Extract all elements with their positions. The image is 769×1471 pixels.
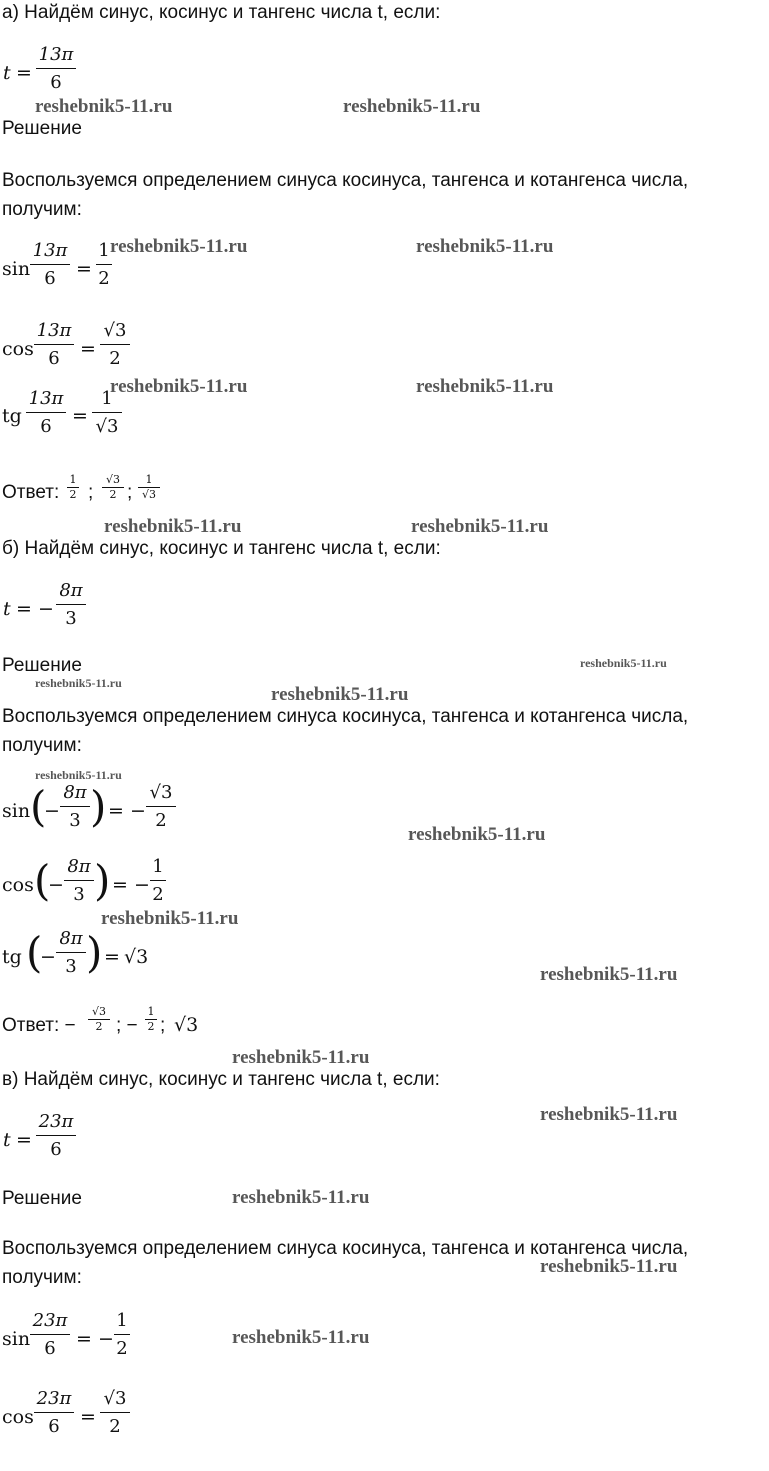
cos-arg-b [64,856,94,906]
intro-line2-a: получим: [2,199,82,220]
tg-arg-a [26,388,66,438]
tg-arg-num-a: 13π [28,388,64,409]
sin-value-den-b: 2 [155,810,167,831]
tg-value-num-a: 1 [101,388,113,409]
sin-arg-a [30,240,70,290]
answer-2-b [145,1006,157,1033]
sin-arg-v [30,1310,70,1360]
cos-value-num-v: √3 [103,1388,127,1409]
eq-a: = [16,62,32,84]
answer-2-num-b: 1 [147,1005,155,1018]
cos-minus-b: − [48,874,64,896]
tg-arg-num-b: 8π [59,928,83,949]
answer-3-b: √3 [174,1014,199,1036]
t-fraction-b [56,580,86,630]
solution-heading-a: Решение [2,118,82,139]
intro-line1-v: Воспользуемся определением синуса косинуса, тангенса и котангенса числа, [2,1238,689,1259]
cos-value-den-b: 2 [152,884,164,905]
cos-eq-b: = − [112,874,150,896]
sin-value-b [146,782,176,832]
watermark: reshebnik5-11.ru [540,1104,678,1125]
watermark: reshebnik5-11.ru [35,768,122,782]
cos-value-num-a: √3 [103,320,127,341]
cos-value-den-v: 2 [109,1416,121,1437]
cos-arg-v [34,1388,74,1438]
answer-1-num-b: √3 [91,1005,106,1018]
sin-arg-num-v: 23π [32,1310,68,1331]
cos-arg-den-a: 6 [48,348,60,369]
answer-3-den-a: √3 [141,488,156,501]
cos-value-v [100,1388,130,1438]
watermark: reshebnik5-11.ru [232,1187,370,1208]
solution-heading-b: Решение [2,655,82,676]
sin-value-num-v: 1 [116,1310,128,1331]
answer-1-b [88,1006,110,1033]
answer-3-num-a: 1 [145,473,153,486]
answer-2-den-b: 2 [147,1020,155,1033]
t-fraction-a [36,44,76,94]
t-den-b: 3 [65,608,77,629]
cos-value-num-b: 1 [152,856,164,877]
watermark: reshebnik5-11.ru [232,1047,370,1068]
tg-value-den-a: √3 [95,416,119,437]
sin-value-den-a: 2 [98,268,110,289]
right-paren-sin-b: ) [90,782,107,831]
answer-sep2-b: ; [160,1015,166,1036]
left-paren-cos-b: ( [34,856,51,905]
sin-arg-den-v: 6 [44,1338,56,1359]
watermark: reshebnik5-11.ru [343,96,481,117]
sin-minus-b: − [44,800,60,822]
sin-arg-num-a: 13π [32,240,68,261]
cos-arg-num-a: 13π [36,320,72,341]
cos-arg-a [34,320,74,370]
tg-label-b: tg [2,946,22,968]
intro-line1-b: Воспользуемся определением синуса косинуса, тангенса и котангенса числа, [2,706,689,727]
sin-label-a: sin [2,258,31,280]
watermark: reshebnik5-11.ru [416,236,554,257]
sin-arg-den-b: 3 [69,810,81,831]
tg-minus-b: − [40,946,56,968]
answer-2-den-a: 2 [109,488,117,501]
answer-2-a [102,474,124,501]
sin-arg-b [60,782,90,832]
tg-arg-b [56,928,86,978]
tg-eq-b: = [104,946,120,968]
watermark: reshebnik5-11.ru [271,684,409,705]
watermark: reshebnik5-11.ru [232,1327,370,1348]
task-a: а) Найдём синус, косинус и тангенс числа t, если: [2,2,441,23]
answer-sep1-a: ; [88,482,94,503]
cos-arg-den-v: 6 [48,1416,60,1437]
watermark: reshebnik5-11.ru [35,96,173,117]
sin-label-v: sin [2,1328,31,1350]
answer-1-den-a: 2 [69,488,77,501]
cos-value-den-a: 2 [109,348,121,369]
sin-value-num-a: 1 [98,240,110,261]
sin-arg-den-a: 6 [44,268,56,289]
watermark: reshebnik5-11.ru [411,516,549,537]
right-paren-cos-b: ) [94,856,111,905]
cos-value-a [100,320,130,370]
watermark: reshebnik5-11.ru [101,908,239,929]
cos-arg-den-b: 3 [73,884,85,905]
watermark: reshebnik5-11.ru [104,516,242,537]
left-paren-tg-b: ( [26,928,43,977]
watermark: reshebnik5-11.ru [580,656,667,670]
answer-3-a [138,474,160,501]
tg-value-b: √3 [124,946,149,968]
t-var-b: t [3,598,11,620]
watermark: reshebnik5-11.ru [540,1256,678,1277]
solution-heading-v: Решение [2,1188,82,1209]
sin-arg-num-b: 8π [63,782,87,803]
watermark: reshebnik5-11.ru [110,376,248,397]
answer-sep2-a: ; [127,482,133,503]
cos-label-b: cos [2,874,34,896]
sin-value-v [114,1310,130,1360]
cos-eq-v: = [80,1406,96,1428]
t-num-a: 13π [38,44,74,65]
sin-value-den-v: 2 [116,1338,128,1359]
watermark: reshebnik5-11.ru [110,236,248,257]
answer-label-b: Ответ: − [2,1015,76,1036]
cos-label-a: cos [2,338,34,360]
t-fraction-v [36,1111,76,1161]
t-num-v: 23π [38,1111,74,1132]
t-den-v: 6 [50,1139,62,1160]
tg-arg-den-a: 6 [40,416,52,437]
sin-label-b: sin [2,800,31,822]
answer-sep1-b: ; − [116,1015,138,1036]
answer-1-num-a: 1 [69,473,77,486]
intro-line1-a: Воспользуемся определением синуса косинуса, тангенса и котангенса числа, [2,170,689,191]
tg-arg-den-b: 3 [65,956,77,977]
sin-eq-b: = − [108,800,146,822]
cos-eq-a: = [80,338,96,360]
left-paren-sin-b: ( [30,782,47,831]
answer-1-den-b: 2 [95,1020,103,1033]
t-var-v: t [3,1129,11,1151]
tg-label-a: tg [2,405,22,427]
sin-value-num-b: √3 [149,782,173,803]
t-num-b: 8π [59,580,83,601]
answer-1-a [67,474,79,501]
eq-v: = [16,1129,32,1151]
answer-2-num-a: √3 [105,473,120,486]
cos-arg-num-v: 23π [36,1388,72,1409]
cos-arg-num-b: 8π [67,856,91,877]
watermark: reshebnik5-11.ru [540,964,678,985]
tg-eq-a: = [72,405,88,427]
answer-label-a: Ответ: [2,482,60,503]
task-b: б) Найдём синус, косинус и тангенс числа t, если: [2,538,441,559]
right-paren-tg-b: ) [86,928,103,977]
eq-minus-b: = − [16,598,54,620]
watermark: reshebnik5-11.ru [416,376,554,397]
sin-eq-a: = [76,258,92,280]
watermark: reshebnik5-11.ru [35,676,122,690]
t-den-a: 6 [50,72,62,93]
task-v: в) Найдём синус, косинус и тангенс числа t, если: [2,1069,440,1090]
sin-eq-v: = − [76,1328,114,1350]
cos-label-v: cos [2,1406,34,1428]
intro-line2-v: получим: [2,1267,82,1288]
intro-line2-b: получим: [2,735,82,756]
t-var-a: t [3,62,11,84]
watermark: reshebnik5-11.ru [408,824,546,845]
cos-value-b [150,856,166,906]
